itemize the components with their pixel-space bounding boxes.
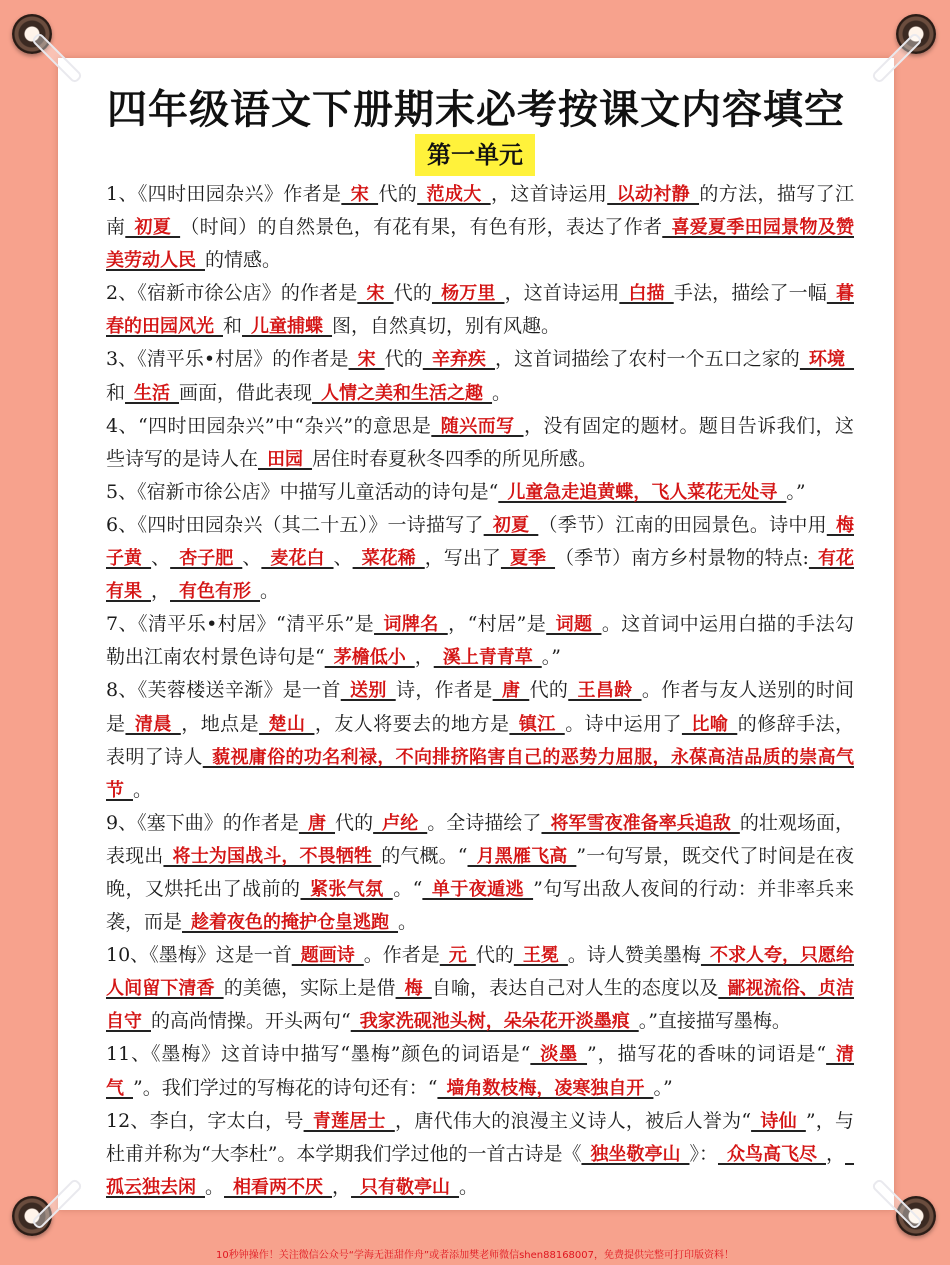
question-text: ”一句写景，既交代了时间是在夜晚，又烘托出了战前的 (106, 844, 855, 900)
answer-blank: 麦花白 (261, 548, 334, 570)
question-text: 的修辞手法，表明了诗人 (106, 712, 854, 768)
question-text: ， (414, 646, 434, 669)
answer-blank: 不求人夸，只愿给人间留下清香 (106, 945, 855, 1000)
question-text: 。 (133, 778, 153, 801)
answer-blank: 清气 (106, 1044, 855, 1099)
answer-blank: 杨万里 (431, 283, 505, 305)
answer-blank: 唐 (298, 812, 336, 834)
answer-blank: 人情之美和生活之趣 (312, 382, 493, 404)
question-text: 代的 (529, 679, 569, 702)
question-text: ”句写出敌人夜间的行动：并非率兵来袭，而是 (106, 877, 854, 934)
question-text: 。全诗描绘了 (427, 811, 542, 834)
answer-blank: 将军雪夜准备率兵追敌 (541, 812, 740, 834)
question-text: 的高尚情操。开头两句“ (151, 1010, 351, 1033)
answer-blank: 梅子黄 (106, 514, 855, 570)
question-text: 。 (260, 580, 280, 603)
answer-blank: 随兴而写 (431, 415, 524, 437)
answer-blank: 紧张气氛 (300, 878, 393, 900)
answer-blank: 王冕 (513, 945, 568, 967)
answer-blank: 镇江 (509, 713, 565, 735)
question-text: 3、《清平乐•村居》的作者是 (106, 348, 349, 371)
answer-blank: 儿童捕蝶 (242, 316, 333, 338)
question-text: 4、“四时田园杂兴”中“杂兴”的意思是 (106, 414, 432, 437)
question-text: 代的 (378, 183, 418, 205)
answer-blank: 有花有果 (106, 548, 854, 603)
question-text: 。 (205, 1175, 225, 1198)
question-text: 6、《四时田园杂兴（其二十五）》一诗描写了 (106, 513, 484, 536)
question-text: 。 (398, 911, 418, 934)
question-text: 。作者是 (363, 944, 440, 967)
question-item (106, 674, 854, 806)
answer-blank: 杏子肥 (170, 548, 243, 570)
question-text: 和 (106, 381, 126, 404)
question-text: 10、《墨梅》这是一首 (106, 944, 292, 967)
answer-blank: 墙角数枝梅，凌寒独自开 (437, 1077, 654, 1099)
question-text: ，写出了 (424, 547, 501, 570)
question-text: 。”直接描写墨梅。 (638, 1010, 791, 1033)
answer-blank: 题画诗 (291, 945, 364, 967)
question-text: （季节）南方乡村景物的特点: (555, 547, 809, 570)
question-text: ，唐代伟大的浪漫主义诗人，被后人誉为“ (394, 1109, 752, 1132)
answer-blank: 宋 (357, 283, 394, 305)
footer-notice: 10秒钟操作！关注微信公众号“学海无涯甜作舟”或者添加樊老师微信shen88168007，免费提供完整可打印版资料！ (215, 1250, 735, 1261)
answer-blank: 初夏 (125, 217, 181, 239)
question-text: 、 (333, 547, 353, 570)
answer-blank: 儿童急走追黄蝶，飞人菜花无处寻 (498, 481, 787, 503)
answer-blank: 梅 (395, 978, 432, 1000)
question-item (106, 410, 854, 476)
question-text: 。” (786, 480, 806, 503)
answer-blank: 王昌龄 (568, 680, 642, 702)
question-item (106, 608, 854, 674)
question-item (106, 807, 854, 939)
question-text: 。” (653, 1076, 673, 1099)
question-text: 代的 (335, 811, 374, 834)
answer-blank: 夏季 (500, 548, 556, 570)
answer-blank: 鄙视流俗、贞洁自守 (106, 978, 855, 1033)
answer-blank: 田园 (258, 448, 313, 470)
question-text: 。“ (392, 877, 423, 900)
question-text: 、 (151, 547, 171, 570)
question-text: 9、《塞下曲》的作者是 (106, 811, 299, 834)
answer-blank: 单于夜遁逃 (422, 878, 534, 900)
question-text: （季节）江南的田园景色。诗中用 (538, 513, 827, 536)
answer-blank: 宋 (341, 184, 379, 205)
question-text: ，没有固定的题材。题目告诉我们，这些诗写的是诗人在 (106, 414, 854, 470)
question-item (106, 939, 854, 1038)
question-text: 。” (541, 646, 561, 669)
question-text: （时间）的自然景色，有花有果，有色有形，表达了作者 (180, 216, 663, 239)
answer-blank: 辛弃疾 (422, 349, 495, 371)
answer-blank: 以动衬静 (607, 184, 700, 205)
question-text: ，友人将要去的地方是 (314, 712, 510, 735)
answer-blank: 词牌名 (374, 614, 448, 636)
question-text: ，“村居”是 (447, 613, 547, 636)
question-text: 8、《芙蓉楼送辛渐》是一首 (106, 679, 341, 702)
answer-blank: 初夏 (483, 514, 539, 536)
answer-blank: 独坐敬亭山 (581, 1143, 690, 1165)
answer-blank: 我家洗砚池头树，朵朵花开淡墨痕 (350, 1011, 639, 1033)
fill-in-content (106, 178, 854, 1204)
question-text: ， (332, 1175, 352, 1198)
question-text: 的方法，描写了江南 (106, 183, 854, 239)
answer-blank: 诗仙 (751, 1110, 806, 1132)
question-text: 。作者与友人送别的时间是 (106, 679, 855, 735)
answer-blank: 送别 (340, 680, 396, 702)
question-text: 自喻，表达自己对人生的态度以及 (431, 977, 719, 1000)
answer-blank: 暮春的田园风光 (106, 283, 854, 338)
question-text: 代的 (475, 944, 514, 967)
question-text: 5、《宿新市徐公店》中描写儿童活动的诗句是“ (106, 480, 499, 503)
answer-blank: 白描 (619, 283, 674, 305)
question-text: 诗，作者是 (395, 679, 493, 702)
question-item (106, 1105, 854, 1204)
answer-blank: 宋 (348, 349, 385, 371)
question-item (106, 178, 854, 277)
question-text: ，地点是 (180, 712, 260, 735)
question-text: 的情感。 (205, 249, 282, 272)
answer-blank: 菜花稀 (352, 548, 425, 570)
question-text: 1、《四时田园杂兴》作者是 (106, 183, 342, 205)
question-text: 。 (492, 381, 512, 404)
question-text: ”，与杜甫并称为“大李杜”。本学期我们学过他的一首古诗是《 (106, 1109, 855, 1165)
question-text: ，这首诗运用 (490, 183, 608, 205)
question-text: 2、《宿新市徐公店》的作者是 (106, 282, 358, 305)
answer-blank: 将士为国战斗，不畏牺牲 (163, 845, 382, 867)
answer-blank: 词题 (546, 614, 602, 636)
question-item (106, 1038, 854, 1104)
answer-blank: 环境 (799, 349, 855, 371)
question-text: 。 (459, 1175, 479, 1198)
question-text: 11、《墨梅》这首诗中描写“墨梅”颜色的词语是“ (106, 1043, 531, 1066)
page-title: 四年级语文下册期末必考按课文内容填空 (107, 87, 845, 133)
question-text: 12、李白，字太白，号 (106, 1109, 304, 1132)
answer-blank: 元 (439, 945, 476, 967)
question-text: 的气概。“ (381, 844, 468, 867)
question-item (106, 343, 854, 409)
question-item (106, 509, 854, 608)
answer-blank: 只有敬亭山 (351, 1176, 460, 1198)
answer-blank: 淡墨 (530, 1044, 588, 1066)
answer-blank: 比喻 (681, 713, 738, 735)
question-text: 》： (689, 1142, 718, 1165)
question-text: ”。我们学过的写梅花的诗句还有：“ (133, 1076, 438, 1099)
answer-blank: 喜爱夏季田园景物及赞美劳动人民 (106, 217, 854, 272)
answer-blank: 青莲居士 (303, 1110, 395, 1132)
question-text: ，这首词描绘了农村一个五口之家的 (494, 348, 800, 371)
answer-blank: 众鸟高飞尽 (717, 1143, 826, 1165)
question-text: 和 (223, 315, 243, 338)
answer-blank: 生活 (125, 382, 180, 404)
question-text: 图，自然真切，别有风趣。 (332, 315, 561, 338)
question-item (106, 277, 854, 343)
answer-blank: 藐视庸俗的功名利禄，不向排挤陷害自己的恶势力屈服，永葆高洁品质的崇高气节 (106, 746, 854, 801)
question-text: 7、《清平乐•村居》“清平乐”是 (106, 613, 375, 636)
question-text: ”，描写花的香味的词语是“ (587, 1043, 827, 1066)
answer-blank: 趁着夜色的掩护仓皇逃跑 (182, 912, 399, 934)
question-text: 、 (242, 547, 262, 570)
unit-heading: 第一单元 (415, 134, 535, 176)
question-text: 居住时春夏秋冬四季的所见所感。 (312, 447, 598, 470)
question-text: 。诗人赞美墨梅 (567, 944, 701, 967)
question-item (106, 476, 854, 509)
answer-blank: 茅檐低小 (324, 647, 415, 669)
question-text: 。这首词中运用白描的手法勾勒出江南农村景色诗句是“ (106, 613, 854, 669)
question-text: ， (151, 580, 171, 603)
answer-blank: 卢纶 (373, 812, 428, 834)
answer-blank: 溪上青青草 (433, 647, 542, 669)
answer-blank: 有色有形 (170, 581, 261, 603)
answer-blank: 范成大 (417, 184, 491, 205)
answer-blank: 月黑雁飞高 (467, 845, 577, 867)
question-text: 代的 (384, 348, 423, 371)
answer-blank: 唐 (492, 680, 530, 702)
question-text: 画面，借此表现 (179, 381, 313, 404)
question-text: 代的 (393, 282, 432, 305)
answer-blank: 相看两不厌 (224, 1176, 333, 1198)
question-text: ，这首诗运用 (504, 282, 620, 305)
question-text: 的美德，实际上是借 (223, 977, 396, 1000)
answer-blank: 孤云独去闲 (106, 1143, 855, 1198)
question-text: 。诗中运用了 (564, 712, 682, 735)
question-text: 的壮观场面，表现出 (106, 811, 855, 867)
answer-blank: 楚山 (259, 713, 315, 735)
answer-blank: 清晨 (125, 713, 181, 735)
question-text: ， (826, 1142, 846, 1165)
question-text: 手法，描绘了一幅 (673, 282, 827, 305)
